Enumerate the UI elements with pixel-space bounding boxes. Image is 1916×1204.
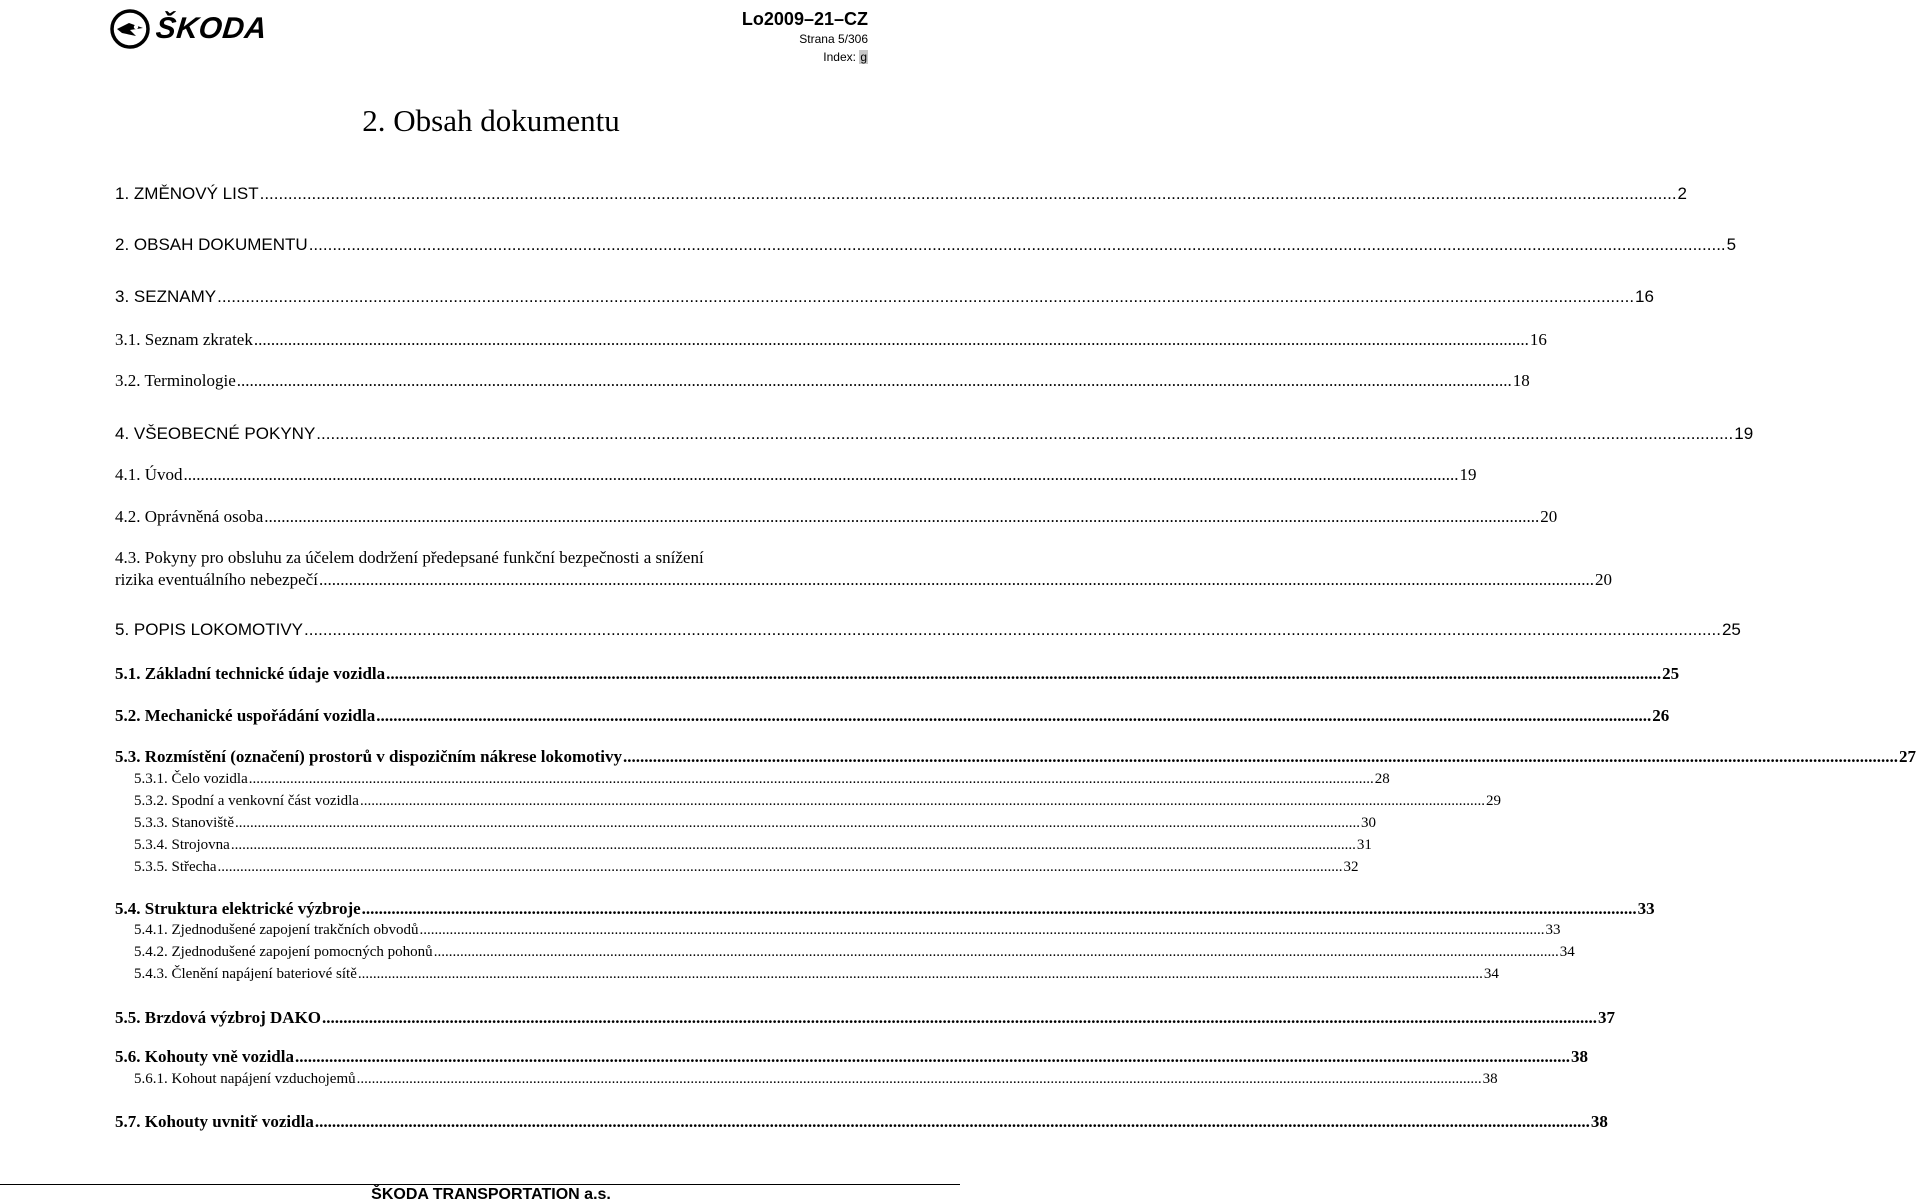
toc-entry[interactable]: rizika eventuálního nebezpečí ............................................................................................................................................................................................................................................................................................................ 20 <box>115 570 1612 589</box>
footer-company: ŠKODA TRANSPORTATION a.s. <box>371 1186 611 1203</box>
dot-leader: ............................................................................................................................................................................................................................................................................................................ <box>248 771 1374 787</box>
toc-entry[interactable]: 5.3. Rozmístění (označení) prostorů v dispozičním nákrese lokomotivy ............................................................................................................................................................................................................................................................................................................ 27 <box>115 747 1916 766</box>
toc-entry[interactable]: 5.5. Brzdová výzbroj DAKO ............................................................................................................................................................................................................................................................................................................ 37 <box>115 1008 1616 1027</box>
dot-leader: ............................................................................................................................................................................................................................................................................................................ <box>308 235 1726 254</box>
footer-divider <box>0 1184 960 1185</box>
dot-leader: ............................................................................................................................................................................................................................................................................................................ <box>236 371 1512 390</box>
dot-leader: ............................................................................................................................................................................................................................................................................................................ <box>259 184 1677 203</box>
toc-entry[interactable]: 4.2. Oprávněná osoba ............................................................................................................................................................................................................................................................................................................ 20 <box>115 507 1558 526</box>
toc-entry[interactable]: 5.3.5. Střecha ............................................................................................................................................................................................................................................................................................................ 32 <box>134 859 1359 875</box>
dot-leader: ............................................................................................................................................................................................................................................................................................................ <box>316 424 1734 443</box>
toc-entry[interactable]: 5.6. Kohouty vně vozidla ............................................................................................................................................................................................................................................................................................................ 38 <box>115 1047 1588 1066</box>
toc-entry[interactable]: 5.1. Základní technické údaje vozidla ............................................................................................................................................................................................................................................................................................................ 25 <box>115 664 1680 683</box>
toc-entry[interactable]: 5.4. Struktura elektrické výzbroje ............................................................................................................................................................................................................................................................................................................ 33 <box>115 899 1655 918</box>
toc-entry[interactable]: 5. POPIS LOKOMOTIVY ............................................................................................................................................................................................................................................................................................................ 25 <box>115 620 1741 639</box>
page-number: Strana 5/306 <box>799 32 868 46</box>
toc-entry[interactable]: 5.6.1. Kohout napájení vzduchojemů ............................................................................................................................................................................................................................................................................................................ 38 <box>134 1071 1498 1087</box>
brand-wordmark: ŠKODA <box>154 12 269 45</box>
dot-leader: ............................................................................................................................................................................................................................................................................................................ <box>304 620 1721 639</box>
toc-entry[interactable]: 3.2. Terminologie ............................................................................................................................................................................................................................................................................................................ 18 <box>115 371 1530 390</box>
toc-entry[interactable]: 5.3.4. Strojovna ............................................................................................................................................................................................................................................................................................................ 31 <box>134 837 1372 853</box>
toc-entry[interactable]: 2. OBSAH DOKUMENTU ............................................................................................................................................................................................................................................................................................................ 5 <box>115 235 1737 254</box>
dot-leader: ............................................................................................................................................................................................................................................................................................................ <box>217 287 1635 306</box>
dot-leader: ............................................................................................................................................................................................................................................................................................................ <box>623 747 1898 766</box>
toc-entry[interactable]: 5.2. Mechanické uspořádání vozidla ............................................................................................................................................................................................................................................................................................................ 26 <box>115 706 1670 725</box>
dot-leader: ............................................................................................................................................................................................................................................................................................................ <box>433 944 1559 960</box>
index-value: g <box>860 50 867 64</box>
toc-entry[interactable]: 5.4.2. Zjednodušené zapojení pomocných pohonů ............................................................................................................................................................................................................................................................................................................ 34 <box>134 944 1575 960</box>
toc-entry[interactable]: 4. VŠEOBECNÉ POKYNY ............................................................................................................................................................................................................................................................................................................ 19 <box>115 424 1754 443</box>
dot-leader: ............................................................................................................................................................................................................................................................................................................ <box>264 507 1540 526</box>
dot-leader: ............................................................................................................................................................................................................................................................................................................ <box>235 815 1360 831</box>
dot-leader: ............................................................................................................................................................................................................................................................................................................ <box>322 1008 1598 1027</box>
toc-entry-wrapped-line[interactable]: 4.3. Pokyny pro obsluhu za účelem dodržení předepsané funkční bezpečnosti a snížení <box>115 548 704 567</box>
dot-leader: ............................................................................................................................................................................................................................................................................................................ <box>386 664 1662 683</box>
index-label: Index: <box>823 50 856 64</box>
toc-entry[interactable]: 5.7. Kohouty uvnitř vozidla ............................................................................................................................................................................................................................................................................................................ 38 <box>115 1112 1608 1131</box>
dot-leader: ............................................................................................................................................................................................................................................................................................................ <box>230 837 1356 853</box>
dot-leader: ............................................................................................................................................................................................................................................................................................................ <box>419 922 1545 938</box>
dot-leader: ............................................................................................................................................................................................................................................................................................................ <box>359 793 1485 809</box>
dot-leader: ............................................................................................................................................................................................................................................................................................................ <box>376 706 1652 725</box>
toc-entry[interactable]: 5.3.1. Čelo vozidla ............................................................................................................................................................................................................................................................................................................ 28 <box>134 771 1390 787</box>
dot-leader: ............................................................................................................................................................................................................................................................................................................ <box>253 330 1529 349</box>
toc-entry[interactable]: 5.4.3. Členění napájení bateriové sítě ............................................................................................................................................................................................................................................................................................................ 34 <box>134 966 1499 982</box>
document-code: Lo2009–21–CZ <box>741 9 868 29</box>
dot-leader: ............................................................................................................................................................................................................................................................................................................ <box>295 1047 1570 1066</box>
toc-entry[interactable]: 5.3.3. Stanoviště ............................................................................................................................................................................................................................................................................................................ 30 <box>134 815 1376 831</box>
dot-leader: ............................................................................................................................................................................................................................................................................................................ <box>361 899 1637 918</box>
toc-entry[interactable]: 4.1. Úvod ............................................................................................................................................................................................................................................................................................................ 19 <box>115 465 1477 484</box>
dot-leader: ............................................................................................................................................................................................................................................................................................................ <box>314 1112 1590 1131</box>
dot-leader: ............................................................................................................................................................................................................................................................................................................ <box>183 465 1459 484</box>
page-title: 2. Obsah dokumentu <box>362 103 620 138</box>
toc-entry[interactable]: 3. SEZNAMY ............................................................................................................................................................................................................................................................................................................ 16 <box>115 287 1654 306</box>
toc-entry[interactable]: 3.1. Seznam zkratek ............................................................................................................................................................................................................................................................................................................ 16 <box>115 330 1547 349</box>
dot-leader: ............................................................................................................................................................................................................................................................................................................ <box>318 570 1594 589</box>
dot-leader: ............................................................................................................................................................................................................................................................................................................ <box>357 966 1483 982</box>
dot-leader: ............................................................................................................................................................................................................................................................................................................ <box>356 1071 1482 1087</box>
toc-entry[interactable]: 1. ZMĚNOVÝ LIST ............................................................................................................................................................................................................................................................................................................ 2 <box>115 184 1688 203</box>
toc-entry[interactable]: 5.3.2. Spodní a venkovní část vozidla ............................................................................................................................................................................................................................................................................................................ 29 <box>134 793 1501 809</box>
dot-leader: ............................................................................................................................................................................................................................................................................................................ <box>217 859 1343 875</box>
toc-entry[interactable]: 5.4.1. Zjednodušené zapojení trakčních obvodů ............................................................................................................................................................................................................................................................................................................ 33 <box>134 922 1561 938</box>
